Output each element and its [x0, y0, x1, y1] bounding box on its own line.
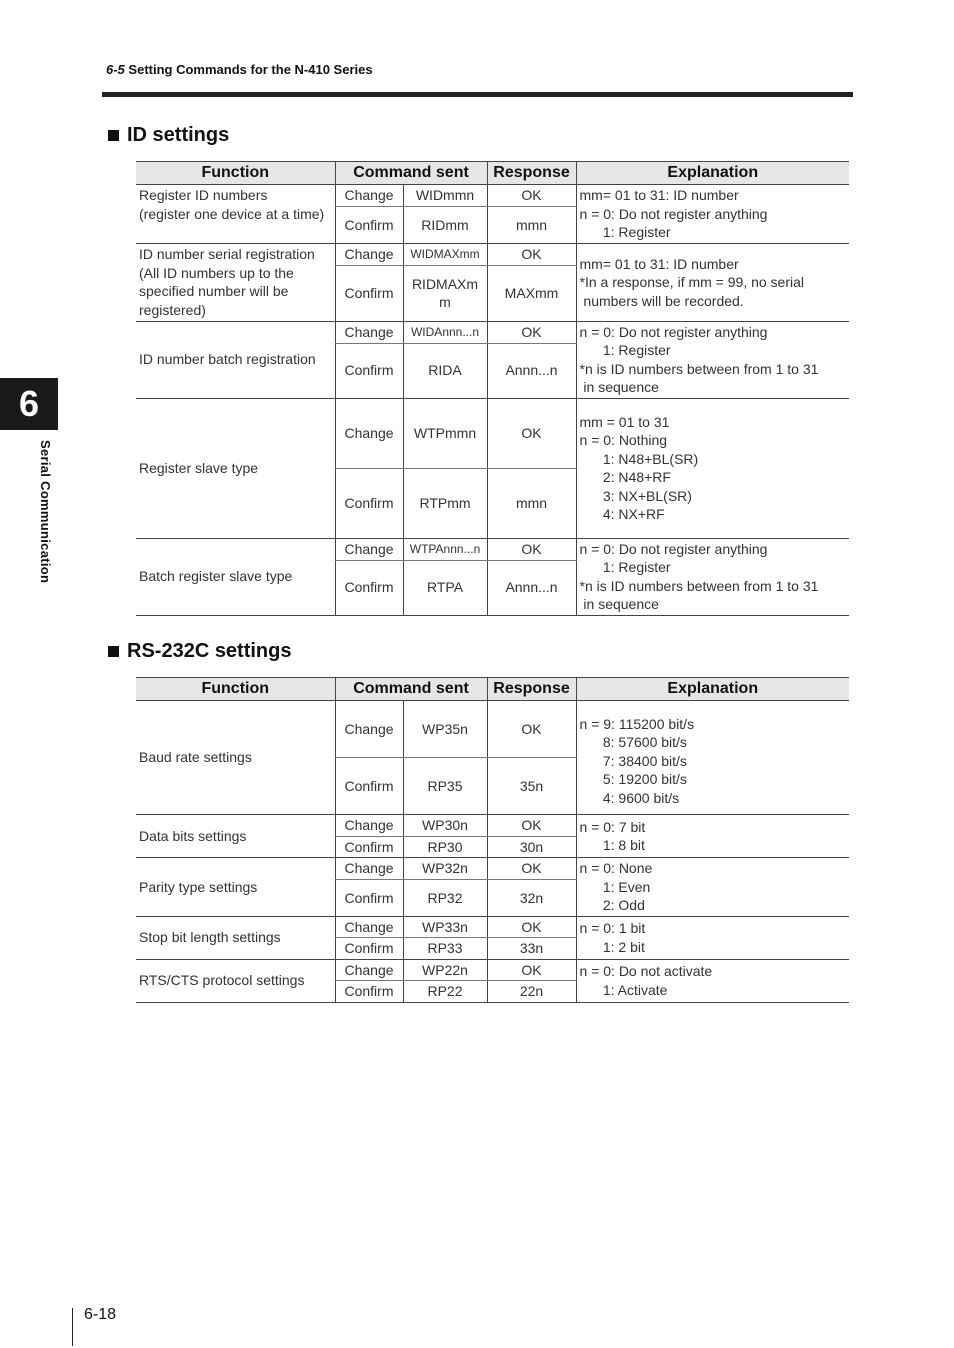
table-row [136, 398, 849, 468]
response-cell: 22n [487, 981, 576, 1003]
command-cell: WIDAnnn...n [403, 321, 487, 343]
explanation-cell: mm= 01 to 31: ID number n = 0: Do not register anything 1: Register [576, 185, 849, 244]
response-cell: OK [487, 701, 576, 758]
table-row [136, 244, 849, 266]
table-row [136, 538, 849, 560]
chapter-tab: 6 [0, 378, 58, 430]
table-row [136, 916, 849, 938]
mode-cell: Confirm [335, 981, 403, 1003]
col-header-explanation: Explanation [576, 678, 849, 701]
command-cell: WIDmmn [403, 185, 487, 207]
explanation-cell: n = 0: 7 bit 1: 8 bit [576, 815, 849, 858]
mode-cell: Change [335, 858, 403, 880]
col-header-command: Command sent [335, 678, 487, 701]
command-cell: RP30 [403, 836, 487, 858]
response-cell: MAXmm [487, 265, 576, 321]
response-cell: Annn...n [487, 343, 576, 398]
response-cell: 32n [487, 880, 576, 916]
command-cell: WP22n [403, 959, 487, 981]
response-cell: 35n [487, 758, 576, 815]
table-row [136, 815, 849, 837]
command-cell: WP33n [403, 916, 487, 938]
explanation-cell: n = 0: None 1: Even 2: Odd [576, 858, 849, 917]
mode-cell: Change [335, 916, 403, 938]
col-header-explanation: Explanation [576, 162, 849, 185]
mode-cell: Change [335, 244, 403, 266]
explanation-cell: n = 9: 115200 bit/s 8: 57600 bit/s 7: 38400 bit/s 5: 19200 bit/s 4: 9600 bit/s [576, 701, 849, 815]
command-cell: WIDMAXmm [403, 244, 487, 266]
function-cell: Register ID numbers (register one device at a time) [136, 185, 335, 244]
command-cell: RIDMAXm m [403, 265, 487, 321]
command-cell: RIDA [403, 343, 487, 398]
function-cell: Data bits settings [136, 815, 335, 858]
table-row [136, 701, 849, 758]
function-cell: RTS/CTS protocol settings [136, 959, 335, 1002]
function-cell: Stop bit length settings [136, 916, 335, 959]
mode-cell: Confirm [335, 468, 403, 538]
response-cell: OK [487, 916, 576, 938]
id-settings-heading [106, 124, 229, 147]
command-cell: RIDmm [403, 207, 487, 244]
header-rule [102, 92, 853, 97]
mode-cell: Change [335, 959, 403, 981]
rs232c-settings-table [136, 677, 849, 1003]
response-cell: mmn [487, 207, 576, 244]
function-cell: Batch register slave type [136, 538, 335, 615]
response-cell: OK [487, 538, 576, 560]
rs232c-settings-heading [106, 640, 292, 663]
mode-cell: Confirm [335, 880, 403, 916]
col-header-command: Command sent [335, 162, 487, 185]
square-bullet-icon [108, 646, 119, 657]
header-section-number: 6-5 [106, 62, 125, 77]
mode-cell: Confirm [335, 560, 403, 615]
mode-cell: Change [335, 815, 403, 837]
command-cell: RP22 [403, 981, 487, 1003]
col-header-response: Response [487, 678, 576, 701]
table-header-row [136, 162, 849, 185]
page-number-rule [72, 1308, 73, 1346]
response-cell: 30n [487, 836, 576, 858]
table-header-row [136, 678, 849, 701]
response-cell: OK [487, 858, 576, 880]
square-bullet-icon [108, 130, 119, 141]
mode-cell: Confirm [335, 836, 403, 858]
explanation-cell: mm= 01 to 31: ID number *In a response, if mm = 99, no serial numbers will be recorded. [576, 244, 849, 322]
command-cell: RP35 [403, 758, 487, 815]
command-cell: WP30n [403, 815, 487, 837]
mode-cell: Change [335, 185, 403, 207]
response-cell: OK [487, 959, 576, 981]
running-header [106, 62, 373, 77]
mode-cell: Confirm [335, 343, 403, 398]
response-cell: OK [487, 321, 576, 343]
response-cell: Annn...n [487, 560, 576, 615]
id-settings-table [136, 161, 849, 616]
response-cell: 33n [487, 938, 576, 960]
response-cell: OK [487, 398, 576, 468]
function-cell: ID number batch registration [136, 321, 335, 398]
mode-cell: Change [335, 398, 403, 468]
explanation-cell: n = 0: 1 bit 1: 2 bit [576, 916, 849, 959]
mode-cell: Change [335, 321, 403, 343]
command-cell: WTPmmn [403, 398, 487, 468]
response-cell: mmn [487, 468, 576, 538]
table-row [136, 185, 849, 207]
col-header-function: Function [136, 162, 335, 185]
response-cell: OK [487, 185, 576, 207]
table-row [136, 959, 849, 981]
command-cell: WP35n [403, 701, 487, 758]
function-cell: Baud rate settings [136, 701, 335, 815]
explanation-cell: mm = 01 to 31 n = 0: Nothing 1: N48+BL(SR) 2: N48+RF 3: NX+BL(SR) 4: NX+RF [576, 398, 849, 538]
table-row [136, 321, 849, 343]
command-cell: RP33 [403, 938, 487, 960]
function-cell: Register slave type [136, 398, 335, 538]
rs232c-settings-title: RS-232C settings [127, 640, 292, 662]
mode-cell: Confirm [335, 265, 403, 321]
command-cell: RTPA [403, 560, 487, 615]
command-cell: RTPmm [403, 468, 487, 538]
page-number: 6-18 [84, 1306, 117, 1323]
id-settings-title: ID settings [127, 124, 230, 146]
response-cell: OK [487, 815, 576, 837]
header-section-title: Setting Commands for the N-410 Series [128, 62, 373, 77]
function-cell: ID number serial registration (All ID numbers up to the specified number will be registered) [136, 244, 335, 322]
explanation-cell: n = 0: Do not register anything 1: Register *n is ID numbers between from 1 to 31 in sequence [576, 321, 849, 398]
explanation-cell: n = 0: Do not register anything 1: Register *n is ID numbers between from 1 to 31 in sequence [576, 538, 849, 615]
table-row [136, 858, 849, 880]
col-header-function: Function [136, 678, 335, 701]
explanation-cell: n = 0: Do not activate 1: Activate [576, 959, 849, 1002]
mode-cell: Confirm [335, 758, 403, 815]
response-cell: OK [487, 244, 576, 266]
chapter-side-label: Serial Communication [38, 440, 53, 584]
mode-cell: Change [335, 538, 403, 560]
command-cell: RP32 [403, 880, 487, 916]
command-cell: WP32n [403, 858, 487, 880]
mode-cell: Change [335, 701, 403, 758]
command-cell: WTPAnnn...n [403, 538, 487, 560]
function-cell: Parity type settings [136, 858, 335, 917]
mode-cell: Confirm [335, 938, 403, 960]
col-header-response: Response [487, 162, 576, 185]
mode-cell: Confirm [335, 207, 403, 244]
